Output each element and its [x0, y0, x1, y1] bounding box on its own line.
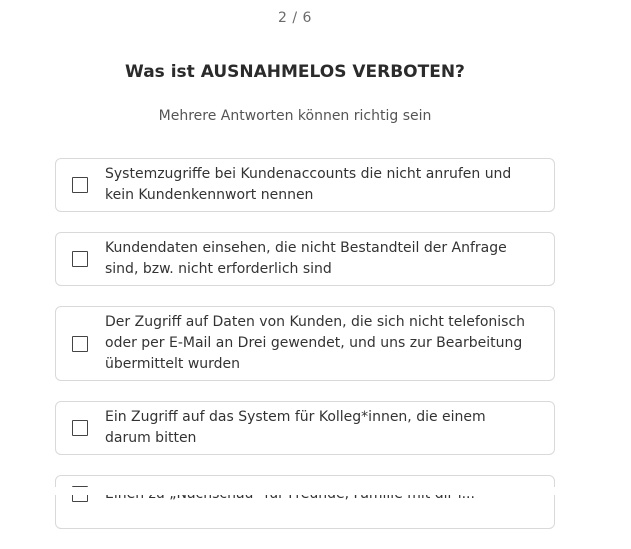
answer-option-3[interactable]: [55, 306, 555, 381]
question-title: Was ist AUSNAHMELOS VERBOTEN?: [125, 62, 465, 82]
checkbox-icon[interactable]: [72, 336, 88, 352]
answer-option-label: Kundendaten einsehen, die nicht Bestandteil der Anfrage sind, bzw. nicht erforderlich sind: [105, 240, 507, 277]
viewport-clip: [0, 487, 631, 495]
checkbox-icon[interactable]: [72, 251, 88, 267]
answer-option-2[interactable]: [55, 232, 555, 286]
answer-option-label: Der Zugriff auf Daten von Kunden, die sich nicht telefonisch oder per E-Mail an Drei gewendet, und uns zur Bearbeitung übermittelt wurden: [105, 314, 526, 372]
answer-option-label: Systemzugriffe bei Kundenaccounts die nicht anrufen und kein Kundenkennwort nennen: [105, 166, 512, 203]
checkbox-icon[interactable]: [72, 177, 88, 193]
checkbox-icon[interactable]: [72, 420, 88, 436]
answer-option-1[interactable]: [55, 158, 555, 212]
answer-option-5[interactable]: [55, 475, 555, 529]
answer-option-label: Ein Zugriff auf das System für Kolleg*innen, die einem darum bitten: [105, 409, 486, 446]
question-counter: 2 / 6: [278, 10, 312, 26]
answer-option-4[interactable]: [55, 401, 555, 455]
question-hint: Mehrere Antworten können richtig sein: [158, 108, 432, 124]
